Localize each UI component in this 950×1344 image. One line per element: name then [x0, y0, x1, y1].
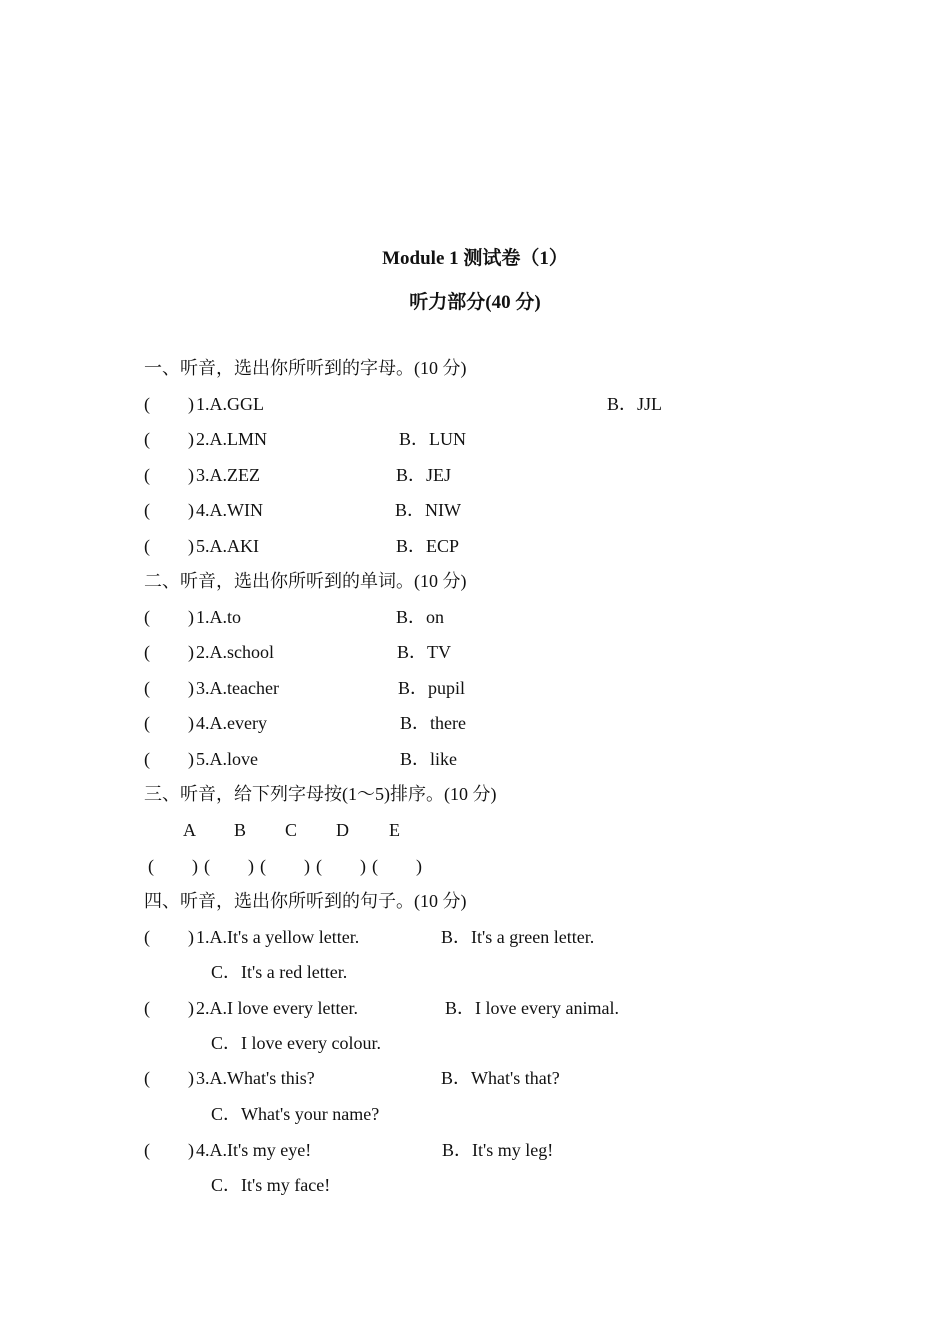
answer-blank-open: (: [144, 429, 150, 449]
order-blank-close: ): [248, 856, 254, 876]
order-blank-close: ): [416, 856, 422, 876]
page-title: Module 1 测试卷（1）: [382, 248, 568, 269]
answer-blank-open: (: [144, 465, 150, 485]
option-a: 2.A.school: [196, 642, 274, 662]
answer-blank-open: (: [144, 394, 150, 414]
answer-blank-close: ): [188, 394, 194, 414]
order-blank-open: (: [148, 856, 154, 876]
answer-blank-open: (: [144, 642, 150, 662]
section-1-heading: 一、听音，选出你所听到的字母。(10 分): [144, 358, 467, 378]
option-b: B．on: [396, 607, 445, 627]
section-4-heading: 四、听音，选出你所听到的句子。(10 分): [144, 891, 467, 911]
letter-label: C: [285, 820, 298, 840]
order-blank-close: ): [304, 856, 310, 876]
option-a: 1.A.GGL: [196, 394, 264, 414]
answer-blank-open: (: [144, 998, 150, 1018]
option-b: B．there: [400, 713, 466, 733]
order-blank-close: ): [192, 856, 198, 876]
option-b: B．What's that?: [441, 1068, 560, 1088]
answer-blank-close: ): [188, 713, 194, 733]
option-a: 4.A.It's my eye!: [196, 1140, 312, 1160]
option-c: C．I love every colour.: [211, 1033, 381, 1053]
option-c: C．What's your name?: [211, 1104, 380, 1124]
answer-blank-open: (: [144, 749, 150, 769]
answer-blank-close: ): [188, 536, 194, 556]
option-a: 5.A.AKI: [196, 536, 259, 556]
option-a: 3.A.ZEZ: [196, 465, 260, 485]
option-a: 5.A.love: [196, 749, 258, 769]
option-a: 4.A.every: [196, 713, 267, 733]
option-a: 3.A.What's this?: [196, 1068, 315, 1088]
answer-blank-open: (: [144, 1140, 150, 1160]
letter-label: D: [336, 820, 349, 840]
option-b: B．like: [400, 749, 457, 769]
order-blank-close: ): [360, 856, 366, 876]
order-blank-open: (: [372, 856, 378, 876]
option-b: B．I love every animal.: [445, 998, 619, 1018]
answer-blank-open: (: [144, 678, 150, 698]
answer-blank-close: ): [188, 678, 194, 698]
option-b: B．NIW: [395, 500, 461, 520]
answer-blank-close: ): [188, 642, 194, 662]
option-a: 2.A.I love every letter.: [196, 998, 358, 1018]
answer-blank-close: ): [188, 1068, 194, 1088]
option-a: 1.A.to: [196, 607, 241, 627]
letter-label: E: [389, 820, 400, 840]
order-blank-open: (: [204, 856, 210, 876]
order-blank-open: (: [260, 856, 266, 876]
option-a: 2.A.LMN: [196, 429, 267, 449]
option-b: B．It's a green letter.: [441, 927, 595, 947]
answer-blank-open: (: [144, 927, 150, 947]
option-a: 1.A.It's a yellow letter.: [196, 927, 360, 947]
answer-blank-open: (: [144, 536, 150, 556]
answer-blank-open: (: [144, 713, 150, 733]
answer-blank-close: ): [188, 500, 194, 520]
option-a: 4.A.WIN: [196, 500, 263, 520]
answer-blank-close: ): [188, 749, 194, 769]
answer-blank-open: (: [144, 607, 150, 627]
answer-blank-open: (: [144, 500, 150, 520]
order-blank-open: (: [316, 856, 322, 876]
option-b: B．pupil: [398, 678, 466, 698]
answer-blank-close: ): [188, 429, 194, 449]
option-b: B．LUN: [399, 429, 466, 449]
section-3-heading: 三、听音，给下列字母按(1～5)排序。(10 分): [144, 784, 497, 804]
option-c: C．It's a red letter.: [211, 962, 348, 982]
option-a: 3.A.teacher: [196, 678, 279, 698]
answer-blank-close: ): [188, 465, 194, 485]
letter-label: A: [183, 820, 196, 840]
answer-blank-open: (: [144, 1068, 150, 1088]
answer-blank-close: ): [188, 998, 194, 1018]
option-b: B．JJL: [607, 394, 663, 414]
option-b: B．TV: [397, 642, 451, 662]
option-b: B．It's my leg!: [442, 1140, 554, 1160]
section-2-heading: 二、听音，选出你所听到的单词。(10 分): [144, 571, 467, 591]
page-subtitle: 听力部分(40 分): [409, 292, 541, 313]
answer-blank-close: ): [188, 927, 194, 947]
answer-blank-close: ): [188, 607, 194, 627]
option-c: C．It's my face!: [211, 1175, 331, 1195]
option-b: B．ECP: [396, 536, 460, 556]
answer-blank-close: ): [188, 1140, 194, 1160]
option-b: B．JEJ: [396, 465, 452, 485]
letter-label: B: [234, 820, 247, 840]
